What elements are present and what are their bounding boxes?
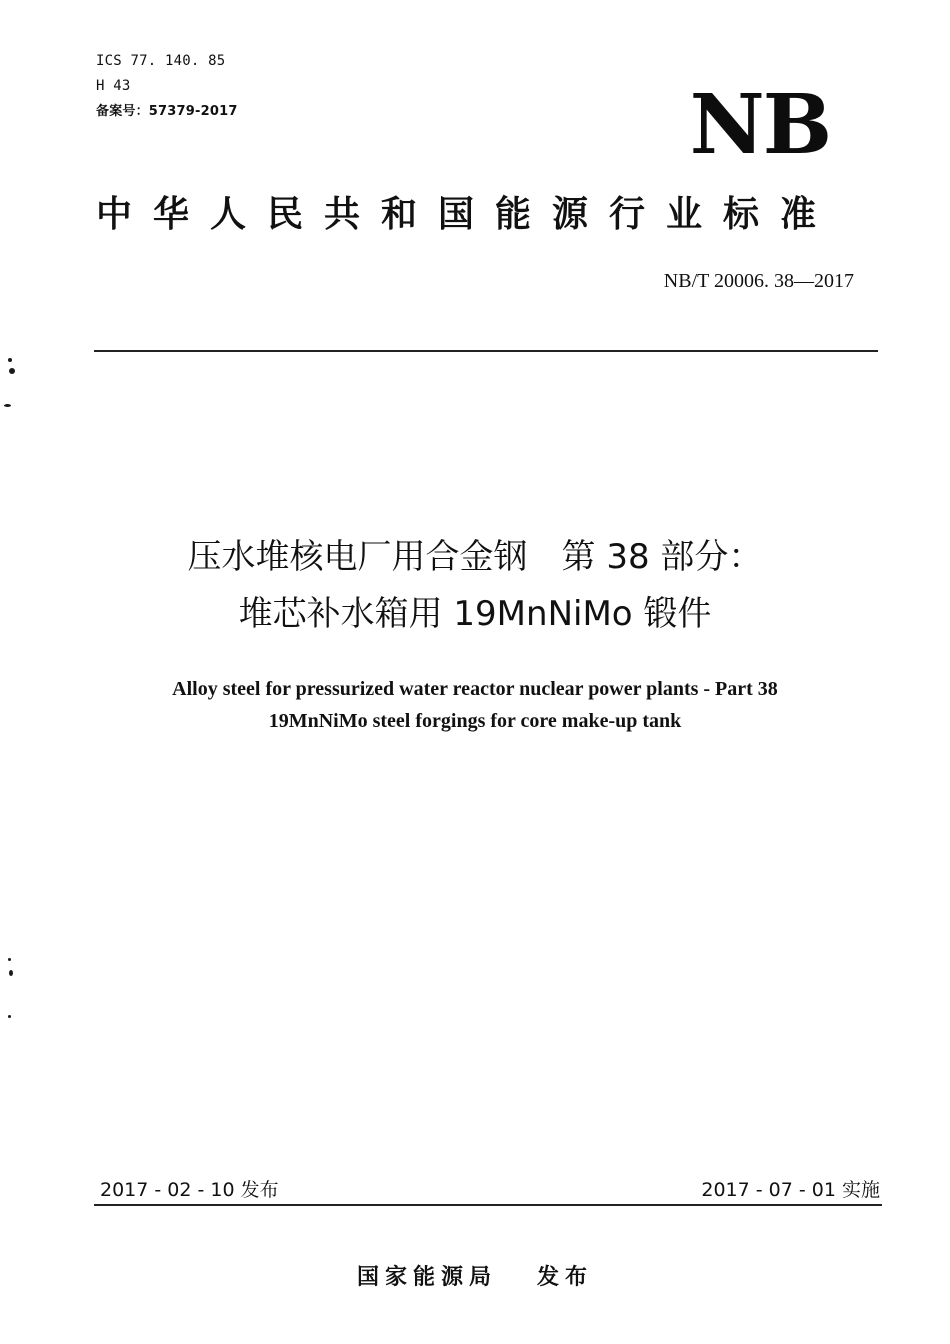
scan-speck (8, 958, 11, 961)
ics-code: ICS 77. 140. 85 (96, 53, 226, 69)
org-title: 中华人民共和国能源行业标准 (96, 194, 838, 235)
publisher-action: 发布 (537, 1265, 594, 1290)
record-number: 备案号：57379-2017 (96, 104, 238, 119)
scan-speck (8, 1015, 11, 1018)
nb-logo: NB (689, 77, 830, 173)
scan-speck (8, 358, 12, 362)
issue-date: 2017 - 02 - 10 发布 (100, 1179, 279, 1201)
scan-speck (9, 368, 15, 374)
scan-speck (4, 404, 11, 407)
title-en-line2: 19MnNiMo steel forgings for core make-up tank (268, 710, 682, 732)
bottom-divider (94, 1204, 882, 1206)
title-zh-line1: 压水堆核电厂用合金钢 第 38 部分： (187, 537, 763, 577)
title-en-line1: Alloy steel for pressurized water reactor nuclear power plants - Part 38 (172, 678, 778, 700)
publisher-line (0, 1264, 950, 1292)
scan-speck (9, 970, 13, 976)
implementation-date: 2017 - 07 - 01 实施 (701, 1179, 880, 1201)
top-divider (94, 350, 878, 352)
title-zh-line2: 堆芯补水箱用 19MnNiMo 锻件 (238, 594, 712, 634)
classification-code: H 43 (96, 78, 131, 94)
publisher-name: 国家能源局 (356, 1265, 497, 1290)
standard-number: NB/T 20006. 38—2017 (663, 270, 854, 292)
